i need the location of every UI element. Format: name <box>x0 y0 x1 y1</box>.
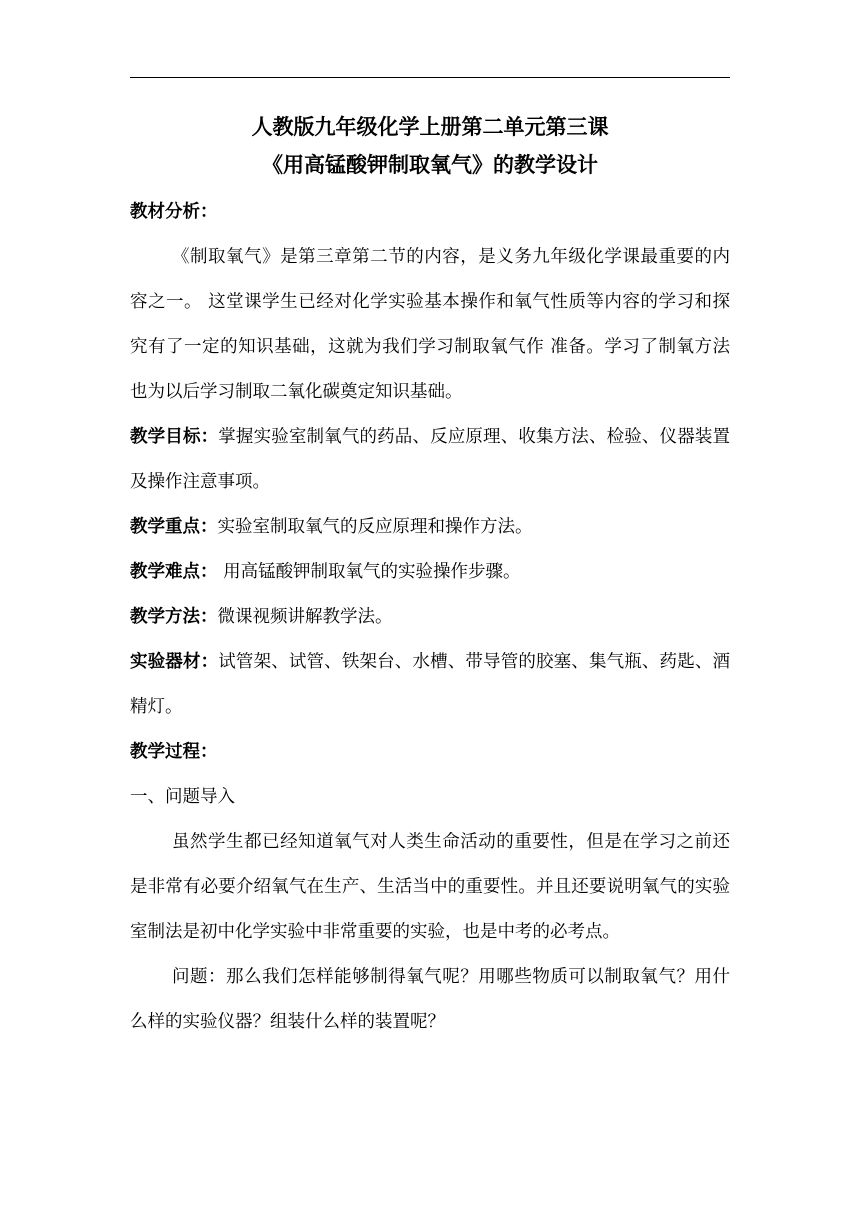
process-heading <box>130 730 730 775</box>
material-analysis-heading <box>130 190 730 235</box>
key-points-text: 实验室制取氧气的反应原理和操作方法。 <box>217 517 533 537</box>
methods-label: 教学方法： <box>130 607 218 627</box>
document-body <box>130 108 730 1045</box>
objectives-label: 教学目标： <box>130 427 219 447</box>
key-points-paragraph <box>130 505 730 550</box>
equipment-label: 实验器材： <box>130 652 219 672</box>
material-analysis-label: 教材分析： <box>130 202 218 222</box>
equipment-text: 试管架、试管、铁架台、水槽、带导管的胶塞、集气瓶、药匙、酒精灯。 <box>130 652 731 717</box>
document-title-line1: 人教版九年级化学上册第二单元第三课 <box>251 114 609 139</box>
process-label: 教学过程： <box>130 742 218 762</box>
document-title-line2: 《用高锰酸钾制取氧气》的教学设计 <box>262 152 598 177</box>
header-rule <box>130 77 730 78</box>
objectives-text: 掌握实验室制氧气的药品、反应原理、收集方法、检验、仪器装置及操作注意事项。 <box>130 427 731 492</box>
key-points-label: 教学重点： <box>130 517 218 537</box>
methods-text: 微课视频讲解教学法。 <box>217 607 393 627</box>
objectives-paragraph <box>130 415 730 505</box>
process-paragraph-2: 问题：那么我们怎样能够制得氧气呢？用哪些物质可以制取氧气？用什么样的实验仪器？组装什么样的装置呢？ <box>130 967 730 1032</box>
difficulties-text: 用高锰酸钾制取氧气的实验操作步骤。 <box>217 562 521 582</box>
process-paragraph-1: 虽然学生都已经知道氧气对人类生命活动的重要性，但是在学习之前还是非常有必要介绍氧气在生产、生活当中的重要性。并且还要说明氧气的实验室制法是初中化学实验中非常重要的实验，也是中考的必考点。 <box>130 832 730 942</box>
equipment-paragraph <box>130 640 730 730</box>
section1-title: 一、问题导入 <box>130 787 235 807</box>
methods-paragraph <box>130 595 730 640</box>
difficulties-label: 教学难点： <box>130 562 218 582</box>
material-analysis-paragraph: 《制取氧气》是第三章第二节的内容，是义务九年级化学课最重要的内容之一。 这堂课学生已经对化学实验基本操作和氧气性质等内容的学习和探究有了一定的知识基础，这就为我们学习制取氧气作 准备。学习了制氧方法也为以后学习制取二氧化碳奠定知识基础。 <box>130 247 730 402</box>
difficulties-paragraph <box>130 550 730 595</box>
